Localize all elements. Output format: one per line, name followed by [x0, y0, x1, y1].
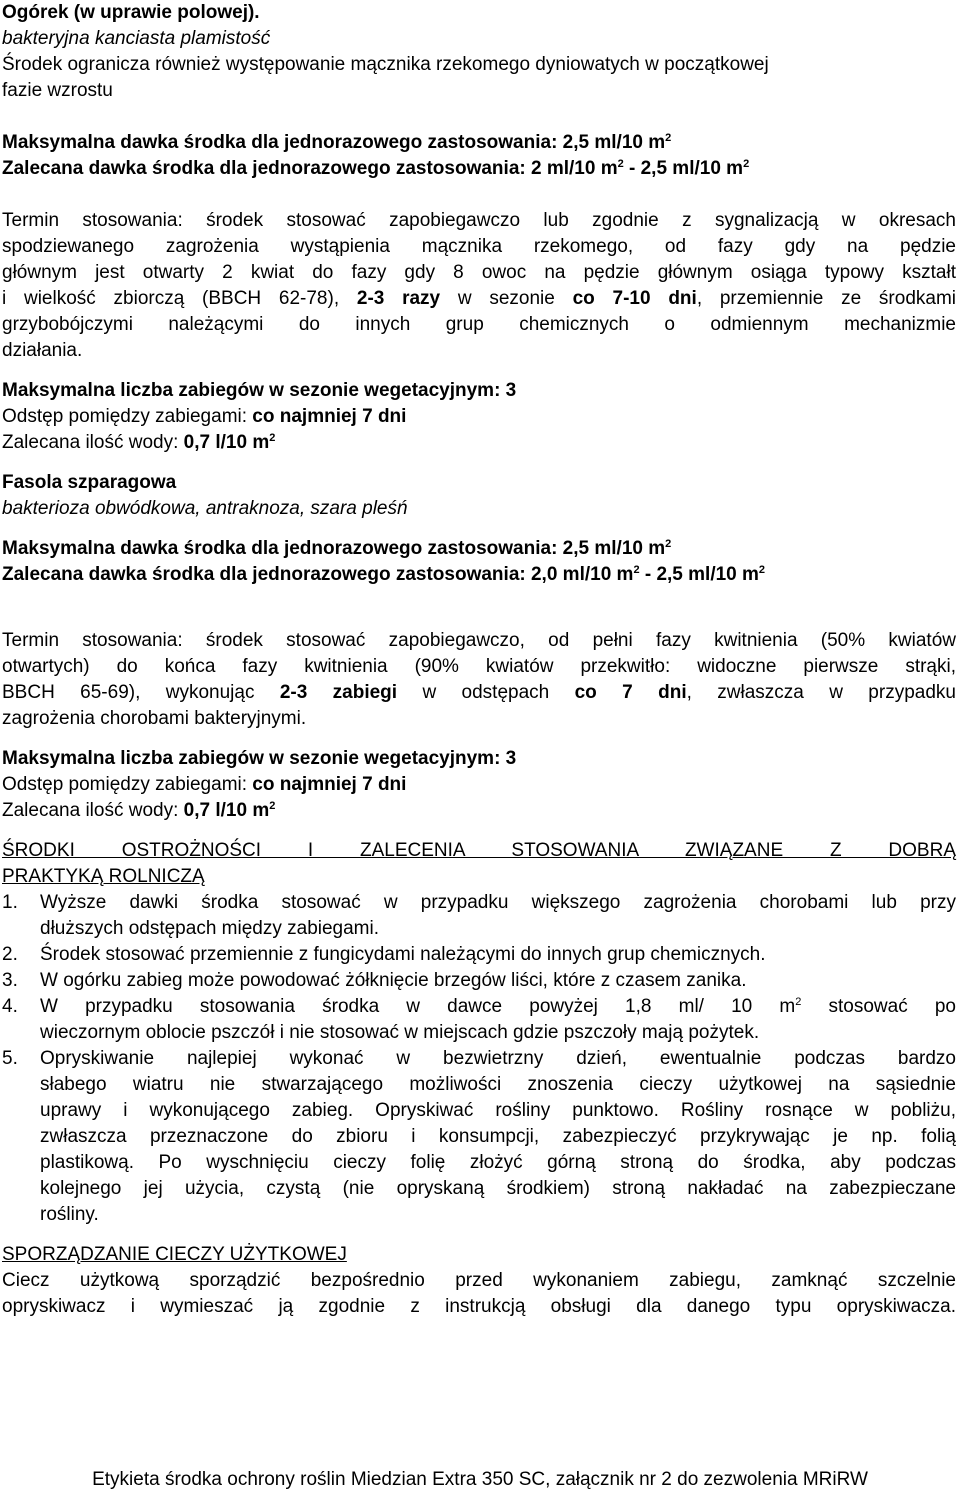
- page-footer: Etykieta środka ochrony roślin Miedzian Extra 350 SC, załącznik nr 2 do zezwolenia MRiRW: [92, 1469, 868, 1490]
- max-treatments-cucumber: Maksymalna liczba zabiegów w sezonie wegetacyjnym: 3: [2, 380, 517, 401]
- term-line: zagrożenia chorobami bakteryjnymi.: [2, 708, 307, 729]
- term-line: głównym jest otwarty 2 kwiat do fazy gdy 8 owoc na pędzie głównym osiąga typowy kształt: [2, 262, 956, 283]
- water-volume-cucumber: Zalecana ilość wody: 0,7 l/10 $m^2$: [2, 432, 276, 453]
- application-term-cucumber: [2, 208, 956, 364]
- section-cucumber: [2, 0, 956, 456]
- preparation-line-1: Ciecz użytkową sporządzić bezpośrednio przed wykonaniem zabiegu, zamknąć szczelnie: [2, 1270, 956, 1291]
- water-volume-bean: Zalecana ilość wody: 0,7 l/10 $m^2$: [2, 800, 276, 821]
- precautions-list: [2, 890, 956, 1228]
- note-line-2: fazie wzrostu: [2, 80, 113, 101]
- preparation-line-2: opryskiwacz i wymieszać ją zgodnie z instrukcją obsługi dla danego typu opryskiwacza.: [2, 1296, 956, 1317]
- diseases-cucumber: bakteryjna kanciasta plamistość: [2, 28, 271, 49]
- list-item: 5. Opryskiwanie najlepiej wykonać w bezwietrzny dzień, ewentualnie podczas bardzo słabego wiatru nie stwarzającego możliwości znoszenia cieczy użytkowej na sąsiednie uprawy i wykonującego zabieg. Opryskiwać rośliny punktowo. Rośliny rosnące w pobliżu, zwłaszcza przeznaczone do zbioru i konsumpcji, zabezpieczyć przykrywając je np. folią plastikową. Po wyschnięciu cieczy folię złożyć górną stroną do środka, aby podczas kolejnego jej użycia, czystą (nie opryskaną środkiem) stroną nakładać na zabezpieczane rośliny.: [2, 1048, 956, 1225]
- term-line: i wielkość zbiorczą (BBCH 62-78), 2-3 razy w sezonie co 7-10 dni, przemiennie ze środkami: [2, 288, 956, 309]
- note-line-1: Środek ogranicza również występowanie mącznika rzekomego dyniowatych w początkowej: [2, 54, 769, 75]
- section-preparation: [2, 1242, 956, 1320]
- diseases-bean: bakterioza obwódkowa, antraknoza, szara pleśń: [2, 498, 408, 519]
- max-treatments-bean: Maksymalna liczba zabiegów w sezonie wegetacyjnym: 3: [2, 748, 517, 769]
- section-green-bean: [2, 470, 956, 824]
- term-line: Termin stosowania: środek stosować zapobiegawczo lub zgodnie z sygnalizacją w okresach: [2, 210, 956, 231]
- application-term-bean: [2, 628, 956, 732]
- list-item: 2. Środek stosować przemiennie z fungicydami należącymi do innych grup chemicznych.: [2, 944, 766, 965]
- crop-title-bean: Fasola szparagowa: [2, 472, 177, 493]
- term-line: grzybobójczymi należącymi do innych grup chemicznych o odmiennym mechanizmie: [2, 314, 956, 335]
- term-line: działania.: [2, 340, 83, 361]
- list-item: 4. W przypadku stosowania środka w dawce powyżej 1,8 ml/ 10 $m^2$ stosować po wieczornym oblocie pszczół i nie stosować w miejscach gdzie pszczoły mają pożytek.: [2, 996, 956, 1043]
- precautions-heading-line-2: PRAKTYKĄ ROLNICZĄ: [2, 866, 205, 887]
- term-line: BBCH 65-69), wykonując 2-3 zabiegi w odstępach co 7 dni, zwłaszcza w przypadku: [2, 682, 956, 703]
- term-line: Termin stosowania: środek stosować zapobiegawczo, od pełni fazy kwitnienia (50% kwiatów: [2, 630, 956, 651]
- max-dose-bean: Maksymalna dawka środka dla jednorazowego zastosowania: 2,5 ml/10 $m^2$: [2, 538, 672, 559]
- interval-cucumber: Odstęp pomiędzy zabiegami: co najmniej 7 dni: [2, 406, 407, 427]
- list-item: 1. Wyższe dawki środka stosować w przypadku większego zagrożenia chorobami lub przy dłuższych odstępach między zabiegami.: [2, 892, 956, 939]
- recommended-dose-bean: Zalecana dawka środka dla jednorazowego zastosowania: 2,0 ml/10 $m^2 - 2,5$ ml/10 $m^2$: [2, 564, 766, 585]
- precautions-heading-line-1: ŚRODKI OSTROŻNOŚCI I ZALECENIA STOSOWANIA ZWIĄZANE Z DOBRĄ: [2, 840, 956, 861]
- term-line: otwartych) do końca fazy kwitnienia (90% kwiatów przekwitło: widoczne pierwsze strąki,: [2, 656, 956, 677]
- preparation-heading: SPORZĄDZANIE CIECZY UŻYTKOWEJ: [2, 1244, 347, 1265]
- max-dose-cucumber: Maksymalna dawka środka dla jednorazowego zastosowania: 2,5 ml/10 $m^2$: [2, 132, 672, 153]
- section-precautions: [2, 838, 956, 1228]
- term-line: spodziewanego zagrożenia wystąpienia mącznika rzekomego, od fazy gdy na pędzie: [2, 236, 956, 257]
- interval-bean: Odstęp pomiędzy zabiegami: co najmniej 7 dni: [2, 774, 407, 795]
- crop-title-cucumber: Ogórek (w uprawie polowej).: [2, 2, 260, 23]
- recommended-dose-cucumber: Zalecana dawka środka dla jednorazowego zastosowania: 2 ml/10 $m^2 - 2,5$ ml/10 $m^2$: [2, 158, 750, 179]
- list-item: 3. W ogórku zabieg może powodować żółknięcie brzegów liści, które z czasem zanika.: [2, 970, 747, 991]
